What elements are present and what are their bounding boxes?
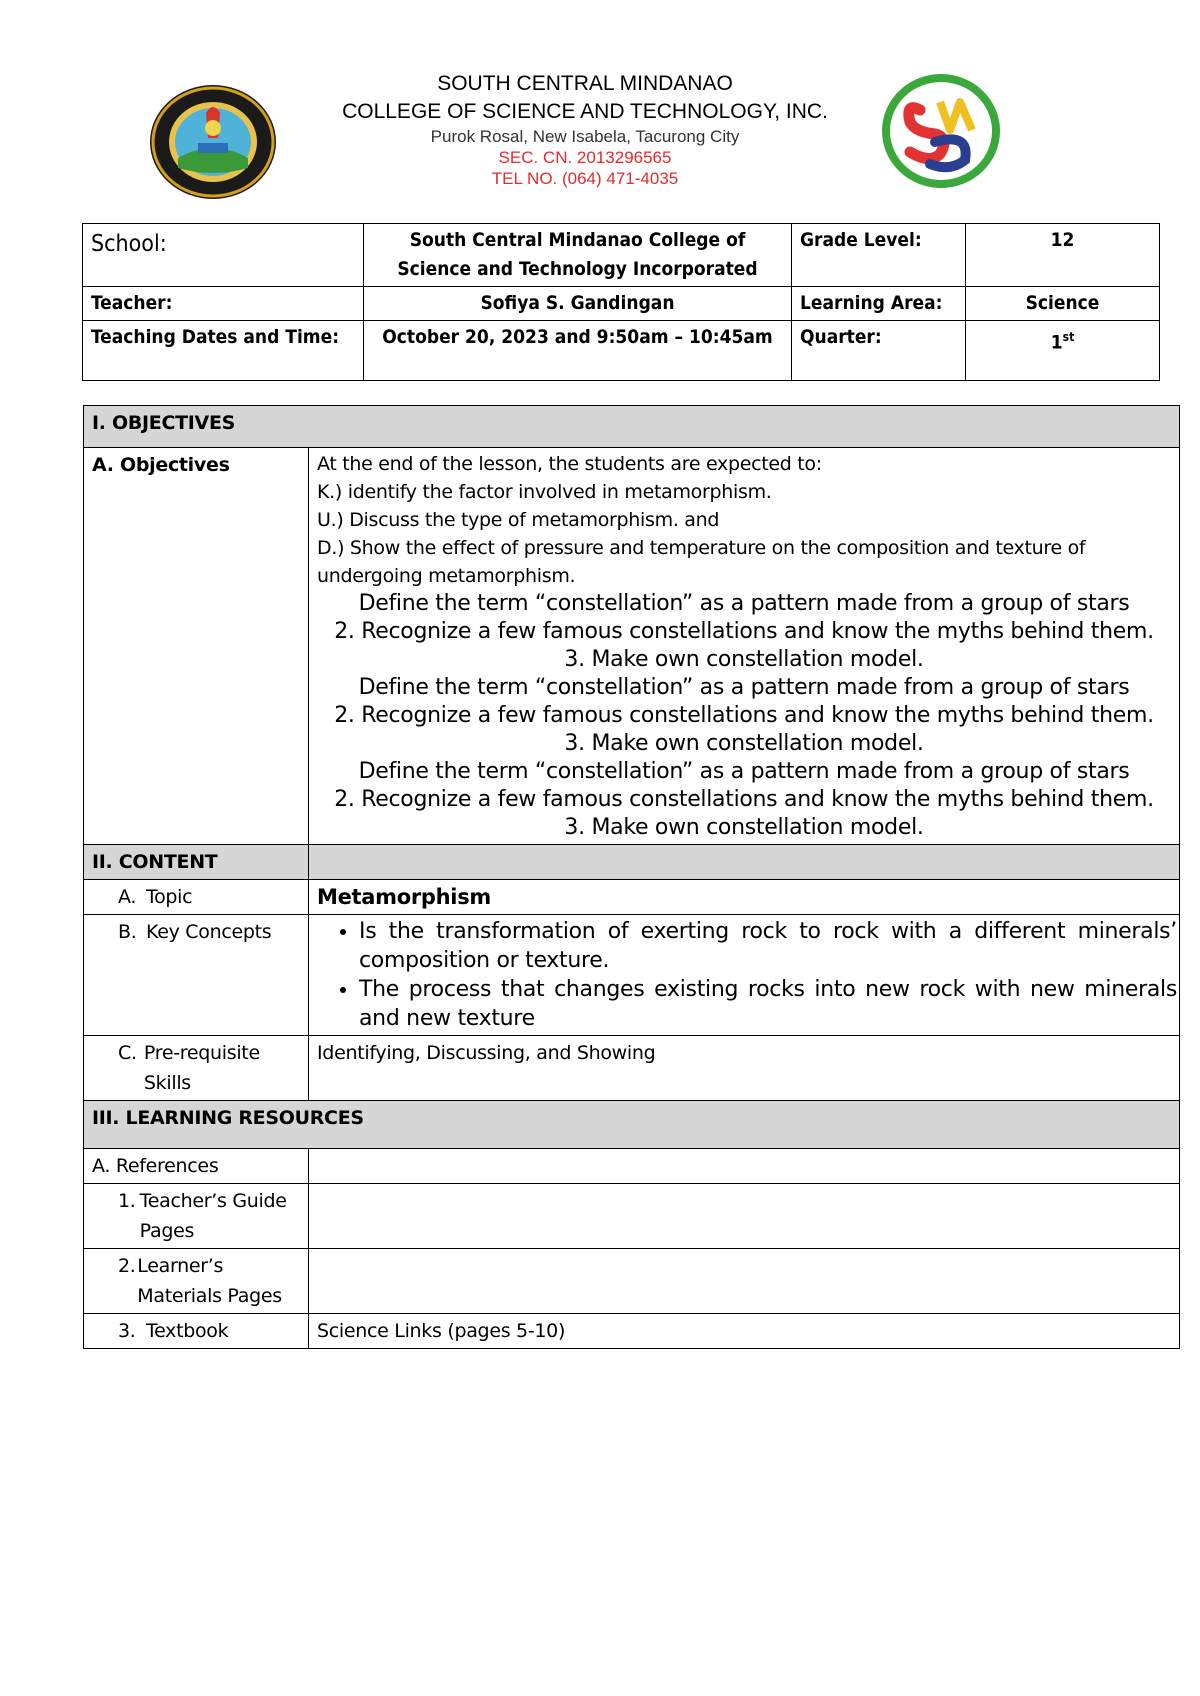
teacher-label: Teacher: — [83, 287, 364, 321]
topic-value: Metamorphism — [309, 880, 1180, 915]
resources-section: III. LEARNING RESOURCES — [84, 1101, 1180, 1149]
tb-label: Textbook — [146, 1320, 229, 1342]
header-address: Purok Rosal, New Isabela, Tacurong City — [430, 127, 740, 146]
lm-label: Learner’s Materials Pages — [137, 1255, 282, 1307]
objective-d: D.) Show the effect of pressure and temperature on the composition and texture of undergoing metamorphism. — [317, 537, 1086, 587]
objective-define-1: Define the term “constellation” as a pattern made from a group of stars — [358, 591, 1130, 616]
objective-item3-1: 3. Make own constellation model. — [564, 647, 924, 672]
topic-num: A. — [118, 886, 137, 908]
objective-k: K.) identify the factor involved in metamorphism. — [317, 481, 772, 503]
key-concept-2: • The process that changes existing rocks into new rock with new minerals and new texture — [359, 975, 1177, 1033]
references-value — [309, 1149, 1180, 1184]
grade-value: 12 — [966, 224, 1160, 287]
lm-value — [309, 1249, 1180, 1314]
topic-label-cell — [84, 880, 309, 915]
tb-label-cell — [84, 1314, 309, 1349]
header-line2: COLLEGE OF SCIENCE AND TECHNOLOGY, INC. — [342, 100, 828, 123]
lesson-info-table — [82, 223, 1160, 381]
objectives-label: A. Objectives — [84, 448, 309, 845]
tb-value: Science Links (pages 5-10) — [309, 1314, 1180, 1349]
college-logo — [880, 72, 1002, 190]
tg-num: 1. — [118, 1190, 136, 1212]
topic-label: Topic — [146, 886, 193, 908]
prereq-label-cell — [84, 1036, 309, 1101]
lm-label-cell — [84, 1249, 309, 1314]
objective-item2-2: 2. Recognize a few famous constellations and know the myths behind them. — [334, 703, 1154, 728]
content-section-empty — [309, 845, 1180, 880]
tg-label: Teacher’s Guide Pages — [139, 1190, 287, 1242]
quarter-suffix: st — [1062, 330, 1075, 344]
header-sec: SEC. CN. 2013296565 — [498, 148, 672, 167]
objective-item3-2: 3. Make own constellation model. — [564, 731, 924, 756]
content-section: II. CONTENT — [84, 845, 309, 880]
objectives-intro: At the end of the lesson, the students are expected to: — [317, 453, 822, 475]
objective-u: U.) Discuss the type of metamorphism. and — [317, 509, 720, 531]
tg-label-cell — [84, 1184, 309, 1249]
references-label: A. References — [84, 1149, 309, 1184]
school-value: South Central Mindanao College of Science and Technology Incorporated — [364, 224, 792, 287]
quarter-number: 1 — [1050, 331, 1063, 354]
grade-label: Grade Level: — [792, 224, 966, 287]
teacher-value: Sofiya S. Gandingan — [364, 287, 792, 321]
quarter-label: Quarter: — [792, 321, 966, 381]
objective-define-2: Define the term “constellation” as a pattern made from a group of stars — [358, 675, 1130, 700]
key-num: B. — [118, 921, 137, 943]
objectives-section: I. OBJECTIVES — [84, 406, 1180, 448]
objective-item3-3: 3. Make own constellation model. — [564, 815, 924, 840]
objectives-body — [309, 448, 1180, 845]
key-label: Key Concepts — [146, 921, 272, 943]
tg-value — [309, 1184, 1180, 1249]
area-label: Learning Area: — [792, 287, 966, 321]
prereq-label: Pre-requisite Skills — [143, 1042, 260, 1094]
dates-value: October 20, 2023 and 9:50am – 10:45am — [364, 321, 792, 381]
key-concepts-list — [317, 917, 1177, 1033]
objective-item2-1: 2. Recognize a few famous constellations and know the myths behind them. — [334, 619, 1154, 644]
prereq-num: C. — [118, 1042, 137, 1064]
objective-item2-3: 2. Recognize a few famous constellations and know the myths behind them. — [334, 787, 1154, 812]
objective-define-3: Define the term “constellation” as a pattern made from a group of stars — [358, 759, 1130, 784]
school-label: School: — [83, 224, 364, 287]
tb-num: 3. — [118, 1320, 136, 1342]
lesson-plan-table — [83, 405, 1180, 1349]
key-label-cell — [84, 915, 309, 1036]
quarter-value — [966, 321, 1160, 381]
lm-num: 2. — [118, 1255, 136, 1277]
area-value: Science — [966, 287, 1160, 321]
prereq-value: Identifying, Discussing, and Showing — [309, 1036, 1180, 1101]
key-concepts-cell — [309, 915, 1180, 1036]
header-line1: SOUTH CENTRAL MINDANAO — [437, 72, 733, 95]
header-tel: TEL NO. (064) 471-4035 — [491, 169, 679, 188]
dates-label: Teaching Dates and Time: — [83, 321, 364, 381]
key-concept-1: • Is the transformation of exerting rock to rock with a different minerals’ composition or texture. — [359, 917, 1177, 975]
